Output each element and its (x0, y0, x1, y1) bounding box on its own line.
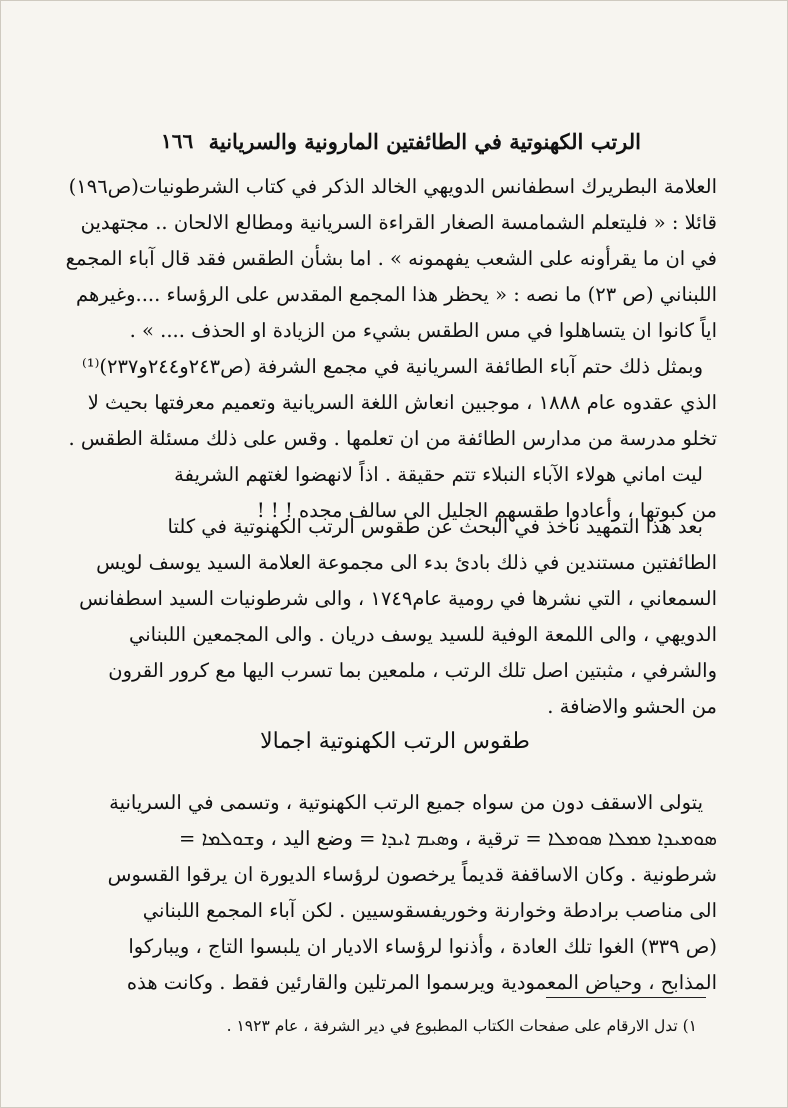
text-line: يتولى الاسقف دون من سواه جميع الرتب الكهنوتية ، وتسمى في السريانية (109, 791, 703, 814)
page-number: ١٦٦ (161, 129, 194, 153)
text-line: من كبوتها ، وأعادوا طقسهم الجليل الى سالف مجده ! ! ! (256, 499, 717, 522)
text-line: ܣܘܡܝܕܐ ܡܡܠܐ ܣܘܡܠܐ = ترقية ، وܣܝܡ ܐܝܕܐ = وضع اليد ، وܫܘܠܡܐ = (179, 827, 717, 850)
section-heading: طقوس الرتب الكهنوتية اجمالا (260, 729, 530, 754)
paragraph-block-intro (57, 169, 717, 529)
text-line: السمعاني ، التي نشرها في رومية عام١٧٤٩ ، والى شرطونيات السيد اسطفانس (79, 587, 717, 610)
text-line: العلامة البطريرك اسطفانس الدويهي الخالد الذكر في كتاب الشرطونيات(ص١٩٦) (68, 175, 717, 198)
text-line: والشرفي ، مثبتين اصل تلك الرتب ، ملمعين بما تسرب اليها مع كرور القرون (108, 659, 717, 682)
text-line: من الحشو والاضافة . (547, 695, 717, 718)
text-line: بعد هذا التمهيد ناخذ في البحث عن طقوس الرتب الكهنوتية في كلتا (167, 515, 703, 538)
text-line: الى مناصب برادطة وخوارنة وخوريفسقوسيين . لكن آباء المجمع اللبناني (142, 899, 717, 922)
running-header (161, 124, 641, 158)
text-line: ليت اماني هولاء الآباء النبلاء تتم حقيقة . اذاً لانهضوا لغتهم الشريفة (174, 463, 703, 486)
text-line: اياً كانوا ان يتساهلوا في مس الطقس بشيء من الزيادة او الحذف .... » . (129, 319, 717, 342)
text-line: في ان ما يقرأونه على الشعب يفهمونه » . اما بشأن الطقس فقد قال آباء المجمع (65, 247, 717, 270)
text-line: اللبناني (ص ٢٣) ما نصه : « يحظر هذا المجمع المقدس على الرؤساء ....وغيرهم (76, 283, 717, 306)
running-title: الرتب الكهنوتية في الطائفتين المارونية والسريانية (208, 128, 641, 154)
text-line: تخلو مدرسة من مدارس الطائفة من ان تعلمها . وقس على ذلك مسئلة الطقس . (68, 427, 717, 450)
text-line: شرطونية . وكان الاساقفة قديماً يرخصون لرؤساء الديورة ان يرقوا القسوس (107, 863, 717, 886)
text-line: الذي عقدوه عام ١٨٨٨ ، موجبين انعاش اللغة السريانية وتعميم معرفتها بحيث لا (87, 391, 717, 414)
text-line: (ص ٣٣٩) الغوا تلك العادة ، وأذنوا لرؤساء الاديار ان يلبسوا التاج ، ويباركوا (128, 935, 717, 958)
paragraph-block-rites (57, 785, 717, 1001)
footnote: ١) تدل الارقام على صفحات الكتاب المطبوع في دير الشرفة ، عام ١٩٢٣ . (226, 1017, 697, 1035)
text-line: قائلا : « فليتعلم الشمامسة الصغار القراءة السريانية ومطالع الالحان .. مجتهدين (80, 211, 717, 234)
paragraph-block-method (57, 509, 717, 725)
text-line: وبمثل ذلك حتم آباء الطائفة السريانية في مجمع الشرفة (ص٢٤٣و٢٤٤و٢٣٧)⁽¹⁾ (81, 355, 703, 378)
text-line: الدويهي ، والى اللمعة الوفية للسيد يوسف دريان . والى المجمعين اللبناني (128, 623, 717, 646)
text-line: الطائفتين مستندين في ذلك بادئ بدء الى مجموعة العلامة السيد يوسف لويس (96, 551, 717, 574)
text-line: المذابح ، وحياض المعمودية ويرسموا المرتلين والقارئين فقط . وكانت هذه (126, 971, 717, 994)
footnote-separator (546, 997, 706, 998)
